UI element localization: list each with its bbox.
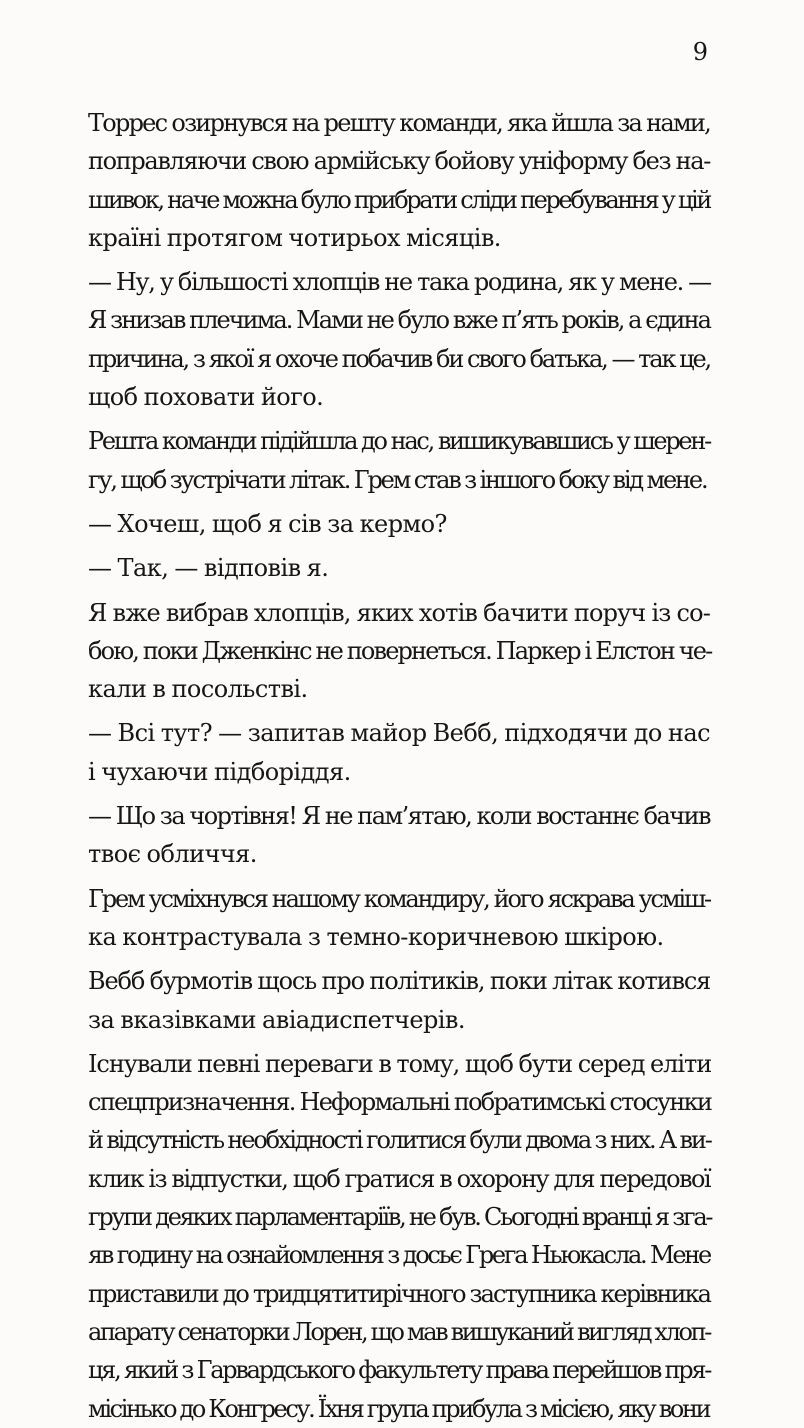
text-line: групи деяких парламентаріїв, не був. Сьогодні вранці я зга- (88, 1203, 712, 1232)
text-line: апарату сенаторки Лорен, що мав вишуканий вигляд хлоп- (88, 1317, 710, 1346)
text-line: гу, щоб зустрічати літак. Грем став з іншого боку від мене. (88, 465, 707, 494)
text-line: Я вже вибрав хлопців, яких хотів бачити поруч із со- (88, 598, 710, 627)
text-line: місінько до Конгресу. Їхня група прибула з місією, яку вони (88, 1394, 710, 1423)
body-text (88, 104, 710, 1428)
text-line: клик із відпустки, щоб гратися в охорону для передової (88, 1164, 710, 1193)
text-line: Решта команди підійшла до нас, вишикувавшись у шерен- (88, 427, 710, 456)
text-line: Існували певні переваги в тому, щоб бути серед еліти (88, 1049, 712, 1078)
text-line: Вебб бурмотів щось про політиків, поки літак котився (88, 967, 711, 996)
text-line: ця, який з Гарвардського факультету права перейшов пря- (88, 1356, 711, 1385)
paragraph (88, 962, 710, 1039)
text-line: — Що за чортівня! Я не пам’ятаю, коли востаннє бачив (88, 802, 710, 831)
paragraph (88, 1045, 710, 1428)
paragraph (88, 505, 710, 543)
text-line: — Ну, у більшості хлопців не така родина, як у мене. — (88, 268, 711, 297)
text-line: і чухаючи підборіддя. (88, 757, 351, 786)
paragraph (88, 263, 710, 416)
text-line: причина, з якої я охоче побачив би свого батька, — так це, (88, 344, 710, 373)
text-line: — Всі тут? — запитав майор Вебб, підходячи до нас (88, 719, 710, 748)
paragraph (88, 104, 710, 257)
text-line: яв годину на ознайомлення з досьє Грега Ньюкасла. Мене (88, 1241, 710, 1270)
text-line: поправляючи свою армійську бойову уніформу без на- (88, 147, 710, 176)
text-line: Я знизав плечима. Мами не було вже п’ять років, а єдина (88, 306, 710, 335)
paragraph (88, 422, 710, 499)
text-line: Грем усміхнувся нашому командиру, його яскрава усміш- (88, 884, 710, 913)
paragraph (88, 594, 710, 709)
paragraph (88, 797, 710, 874)
text-line: шивок, наче можна було прибрати сліди перебування у цій (88, 185, 710, 214)
text-line: — Хочеш, щоб я сів за кермо? (88, 509, 447, 538)
text-line: Торрес озирнувся на решту команди, яка йшла за нами, (88, 109, 710, 137)
text-line: країні протягом чотирьох місяців. (88, 223, 501, 252)
paragraph (88, 549, 710, 587)
text-line: бою, поки Дженкінс не повернеться. Паркер і Елстон че- (88, 636, 712, 665)
text-line: твоє обличчя. (88, 840, 257, 869)
paragraph (88, 880, 710, 957)
text-line: ка контрастувала з темно-коричневою шкірою. (88, 922, 664, 951)
text-line: кали в посольстві. (88, 675, 308, 704)
text-line: приставили до тридцятитирічного заступника керівника (88, 1279, 710, 1308)
paragraph (88, 714, 710, 791)
text-line: за вказівками авіадиспетчерів. (88, 1005, 465, 1034)
text-line: й відсутність необхідності голитися були двома з них. А ви- (88, 1126, 711, 1155)
text-line: спецпризначення. Неформальні побратимські стосунки (88, 1088, 712, 1117)
page-number: 9 (692, 38, 708, 66)
text-line: щоб поховати його. (88, 383, 324, 412)
text-line: — Так, — відповів я. (88, 554, 329, 583)
